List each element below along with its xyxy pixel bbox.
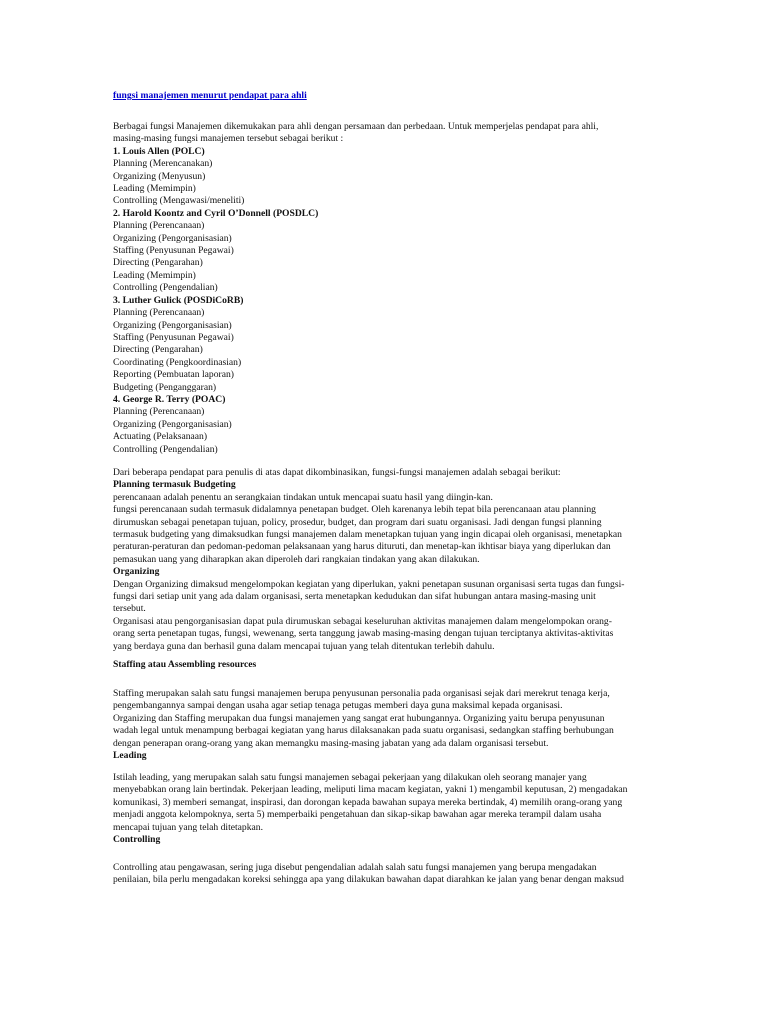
expert-item: Planning (Perencanaan) [113,406,205,418]
title-link[interactable]: fungsi manajemen menurut pendapat para ahli [113,90,307,101]
expert-item: Directing (Pengarahan) [113,257,203,269]
paragraph-line: komunikasi, 3) memberi semangat, inspirasi, dan dorongan kepada bawahan supaya mereka bertindak, 4) memilih orang-orang yang [113,796,623,808]
organizing-heading: Organizing [113,566,160,578]
paragraph-line: penilaian, bila perlu mengadakan koreksi sehingga apa yang dilakukan bawahan dapat diarahkan ke jalan yang benar dengan maksud [113,874,624,886]
combined-intro: Dari beberapa pendapat para penulis di atas dapat dikombinasikan, fungsi-fungsi manajemen adalah sebagai berikut: [113,467,561,478]
paragraph-line: perencanaan adalah penentu an serangkaian tindakan untuk mencapai suatu hasil yang diingin-kan. [113,491,493,503]
controlling-heading: Controlling [113,834,161,846]
paragraph-line: pengembangannya sampai dengan usaha agar setiap tenaga petugas memberi daya guna maksimal kepada organisasi. [113,700,563,712]
paragraph-line: Organizing dan Staffing merupakan dua fungsi manajemen yang sangat erat hubungannya. Organizing yaitu berupa penyusunan [113,712,605,724]
intro-line: Berbagai fungsi Manajemen dikemukakan para ahli dengan persamaan dan perbedaan. Untuk memperjelas pendapat para ahli, [113,121,599,132]
paragraph-line: yang berdaya guna dan berhasil guna dalam mencapai tujuan yang telah ditentukan terlebih dahulu. [113,640,495,652]
expert-item: Planning (Merencanakan) [113,158,213,170]
expert-heading: 2. Harold Koontz and Cyril O’Donnell (POSDLC) [113,207,319,219]
expert-item: Controlling (Mengawasi/meneliti) [113,195,245,207]
expert-item: Controlling (Pengendalian) [113,282,218,294]
expert-item: Budgeting (Penganggaran) [113,381,217,393]
expert-item: Organizing (Pengorganisasian) [113,418,232,430]
paragraph-line: fungsi dari setiap unit yang ada dalam organisasi, serta menetapkan kedudukan dan sifat hubungan antara masing-masing unit [113,591,596,603]
expert-heading: 3. Luther Gulick (POSDiCoRB) [113,294,244,306]
expert-item: Staffing (Penyusunan Pegawai) [113,331,234,343]
expert-item: Planning (Perencanaan) [113,220,205,232]
leading-section [113,772,658,846]
intro-line: masing-masing fungsi manajemen tersebut sebagai berikut : [113,133,344,145]
paragraph-line: menyebabkan orang lain bertindak. Pekerjaan leading, meliputi lima macam kegiatan, yakni 1) mengambil keputusan, 2) mengadakan [113,784,628,796]
paragraph-line: Istilah leading, yang merupakan salah satu fungsi manajemen sebagai pekerjaan yang dilakukan oleh seorang manajer yang [113,772,587,783]
leading-heading: Leading [113,750,147,762]
paragraph-line: Controlling atau pengawasan, sering juga disebut pengendalian adalah salah satu fungsi manajemen yang berupa mengadakan [113,862,597,873]
paragraph-line: wadah legal untuk menampung berbagai kegiatan yang harus dilaksanakan pada suatu organisasi, sedangkan staffing berhubungan [113,725,614,737]
paragraph-line: termasuk budgeting yang dimaksudkan fungsi manajemen dalam menetapkan tujuan yang ingin dicapai oleh organisasi, menetapkan [113,529,622,541]
paragraph-line: pemasukan uang yang diharapkan akan diperoleh dari rangkaian tindakan yang akan dilakukan. [113,553,480,565]
paragraph-line: orang serta penetapan tugas, fungsi, wewenang, serta tanggung jawab masing-masing dengan tujuan terciptanya aktivitas-aktivitas [113,628,614,640]
paragraph-line: tersebut. [113,603,146,615]
expert-item: Organizing (Pengorganisasian) [113,319,232,331]
planning-heading: Planning termasuk Budgeting [113,479,236,491]
paragraph-line: mencapai tujuan yang telah ditetapkan. [113,821,263,833]
staffing-heading: Staffing atau Assembling resources [113,659,257,670]
expert-item: Coordinating (Pengkoordinasian) [113,356,242,368]
expert-item: Actuating (Pelaksanaan) [113,431,208,443]
staffing-section [113,688,658,762]
expert-item: Reporting (Pembuatan laporan) [113,369,234,381]
expert-item: Leading (Memimpin) [113,269,196,281]
paragraph-line: dengan penerapan orang-orang yang akan memangku masing-masing jabatan yang ada dalam organisasi tersebut. [113,737,549,749]
paragraph-line: Staffing merupakan salah satu fungsi manajemen berupa penyusunan personalia pada organisasi sejak dari merekrut tenaga kerja, [113,688,610,699]
expert-item: Staffing (Penyusunan Pegawai) [113,245,234,257]
controlling-section [113,862,658,887]
experts-section [113,121,658,456]
expert-heading: 4. George R. Terry (POAC) [113,393,226,405]
functions-section [113,467,658,653]
expert-item: Controlling (Pengendalian) [113,443,218,455]
paragraph-line: Dengan Organizing dimaksud mengelompokan kegiatan yang diperlukan, yakni penetapan susunan organisasi serta tugas dan fungsi- [113,578,625,590]
expert-item: Planning (Perencanaan) [113,307,205,319]
expert-item: Leading (Memimpin) [113,183,196,195]
paragraph-line: fungsi perencanaan sudah termasuk didalamnya penetapan budget. Oleh karenanya lebih tepat bila perencanaan atau planning [113,504,596,516]
expert-heading: 1. Louis Allen (POLC) [113,145,205,157]
paragraph-line: Organisasi atau pengorganisasian dapat pula dirumuskan sebagai keseluruhan aktivitas manajemen dalam mengelompokan orang- [113,615,612,627]
expert-item: Organizing (Pengorganisasian) [113,232,232,244]
paragraph-line: peraturan-peraturan dan pedoman-pedoman pelaksanaan yang harus dituruti, dan menetap-kan ikhtisar biaya yang diperlukan dan [113,541,611,553]
paragraph-line: dirumuskan sebagai penetapan tujuan, policy, prosedur, budget, dan program dari suatu organisasi. Jadi dengan fungsi planning [113,516,602,528]
expert-item: Organizing (Menyusun) [113,170,206,182]
paragraph-line: menjadi anggota kelompoknya, serta 5) memperbaiki pengetahuan dan sikap-sikap bawahan agar mereka terampil dalam usaha [113,809,602,821]
expert-item: Directing (Pengarahan) [113,344,203,356]
